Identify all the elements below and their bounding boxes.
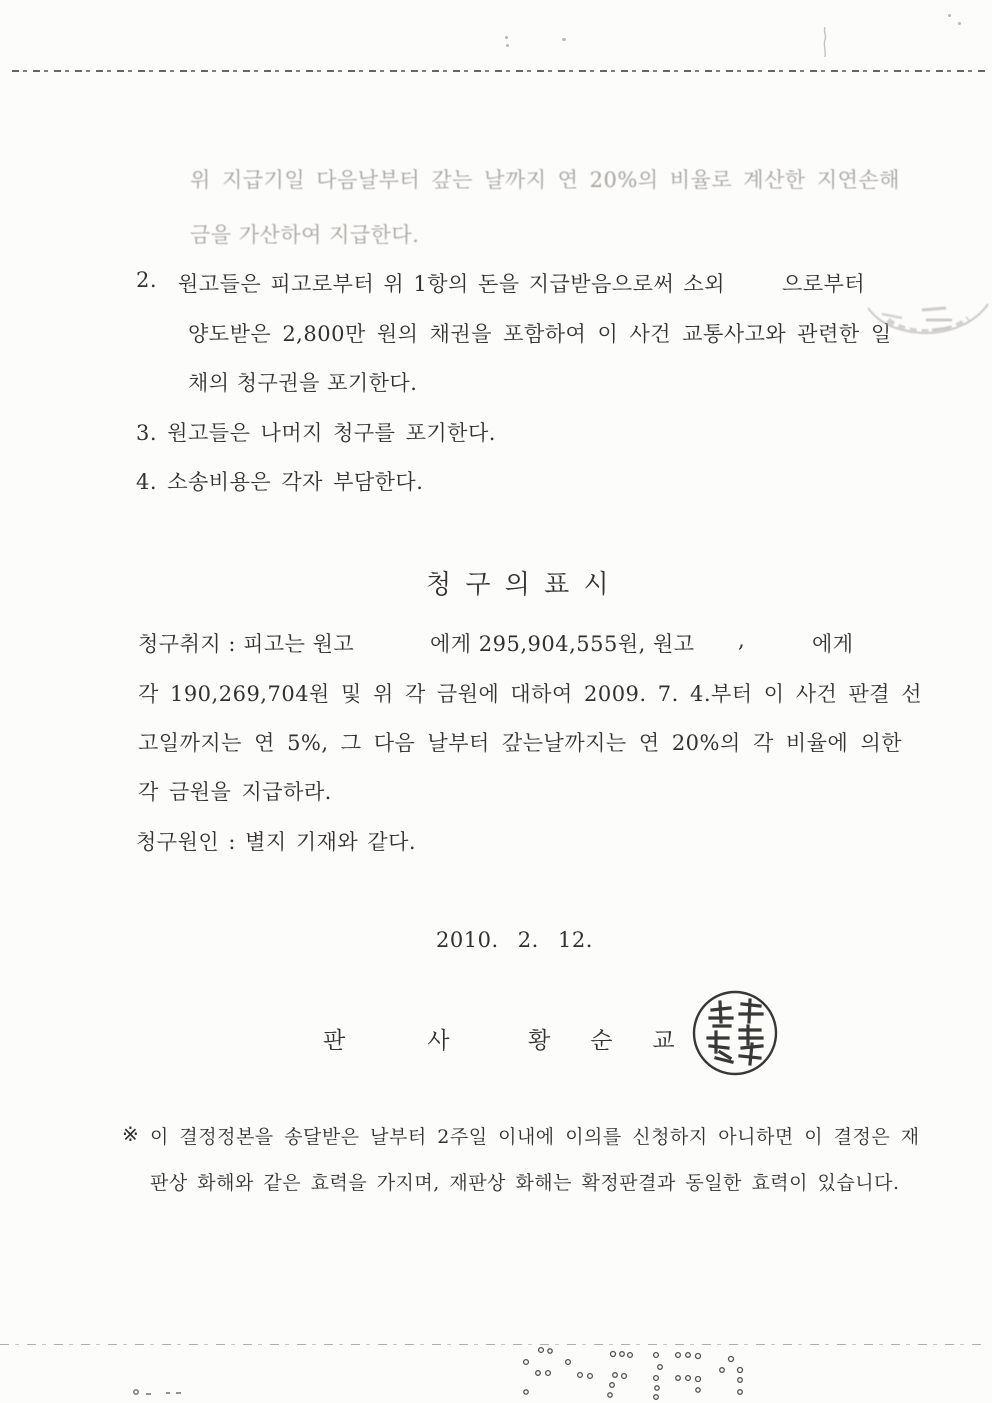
claim-purport-line2: 각 190,269,704원 및 위 각 금원에 대하여 2009. 7. 4.부터 이 사건 판결 선 [138,682,923,706]
claim-purport-lead: 청구취지 : 피고는 원고 [138,632,355,656]
claim-purport-comma: , [738,628,746,652]
scan-artifact-squiggle [820,26,830,58]
footnote-line1: 이 결정정본을 송달받은 날부터 2주일 이내에 이의를 신청하지 아니하면 이 결정은 재 [150,1126,920,1148]
claim-purport-tail: 에게 [812,632,854,656]
top-dashed-rule [12,70,985,72]
scan-artifact [506,44,509,47]
decision-date: 2010. 2. 12. [436,928,593,952]
footnote-marker: ※ [122,1122,140,1146]
claim-purport-line3: 고일까지는 연 5%, 그 다음 날부터 갚는날까지는 연 20%의 각 비율에 의한 [138,731,903,755]
bottom-dashed-rule [0,1344,985,1345]
order-item2-line1-left: 원고들은 피고로부터 위 1항의 돈을 지급받음으로써 소외 [178,272,725,296]
order-item1-carryover-line2: 금을 가산하여 지급한다. [190,223,420,247]
order-item2-marker: 2. [136,268,158,292]
partial-stamp-ghost [862,290,992,360]
claim-purport-line4: 각 금원을 지급하라. [138,780,332,804]
order-item2-line2: 양도받은 2,800만 원의 채권을 포함하여 이 사건 교통사고와 관련한 일 [188,322,892,346]
claim-section-title: 청 구 의 표 시 [426,570,612,600]
order-item3: 3. 원고들은 나머지 청구를 포기한다. [136,421,496,445]
claim-cause: 청구원인 : 별지 기재와 같다. [136,830,417,854]
scan-artifact [948,14,951,17]
judge-seal-stamp-icon [690,988,780,1078]
order-item1-carryover-line1: 위 지급기일 다음날부터 갚는 날까지 연 20%의 비율로 계산한 지연손해 [190,168,900,192]
judge-role-label: 판사 [323,1028,532,1054]
order-item2-line3: 채의 청구권을 포기한다. [188,371,418,395]
order-item4: 4. 소송비용은 각자 부담한다. [136,470,424,494]
scan-artifact [562,38,566,41]
scan-dash-noise [130,1386,240,1398]
order-item2-line1-right: 으로부터 [782,272,866,296]
scan-artifact [958,22,961,25]
claim-purport-amount1: 에게 295,904,555원, 원고 [430,632,695,656]
scan-dot-noise [500,1342,800,1400]
scan-artifact [505,36,508,39]
judge-name: 황순교 [528,1028,715,1054]
footnote-line2: 판상 화해와 같은 효력을 가지며, 재판상 화해는 확정판결과 동일한 효력이 있습니다. [150,1172,900,1194]
